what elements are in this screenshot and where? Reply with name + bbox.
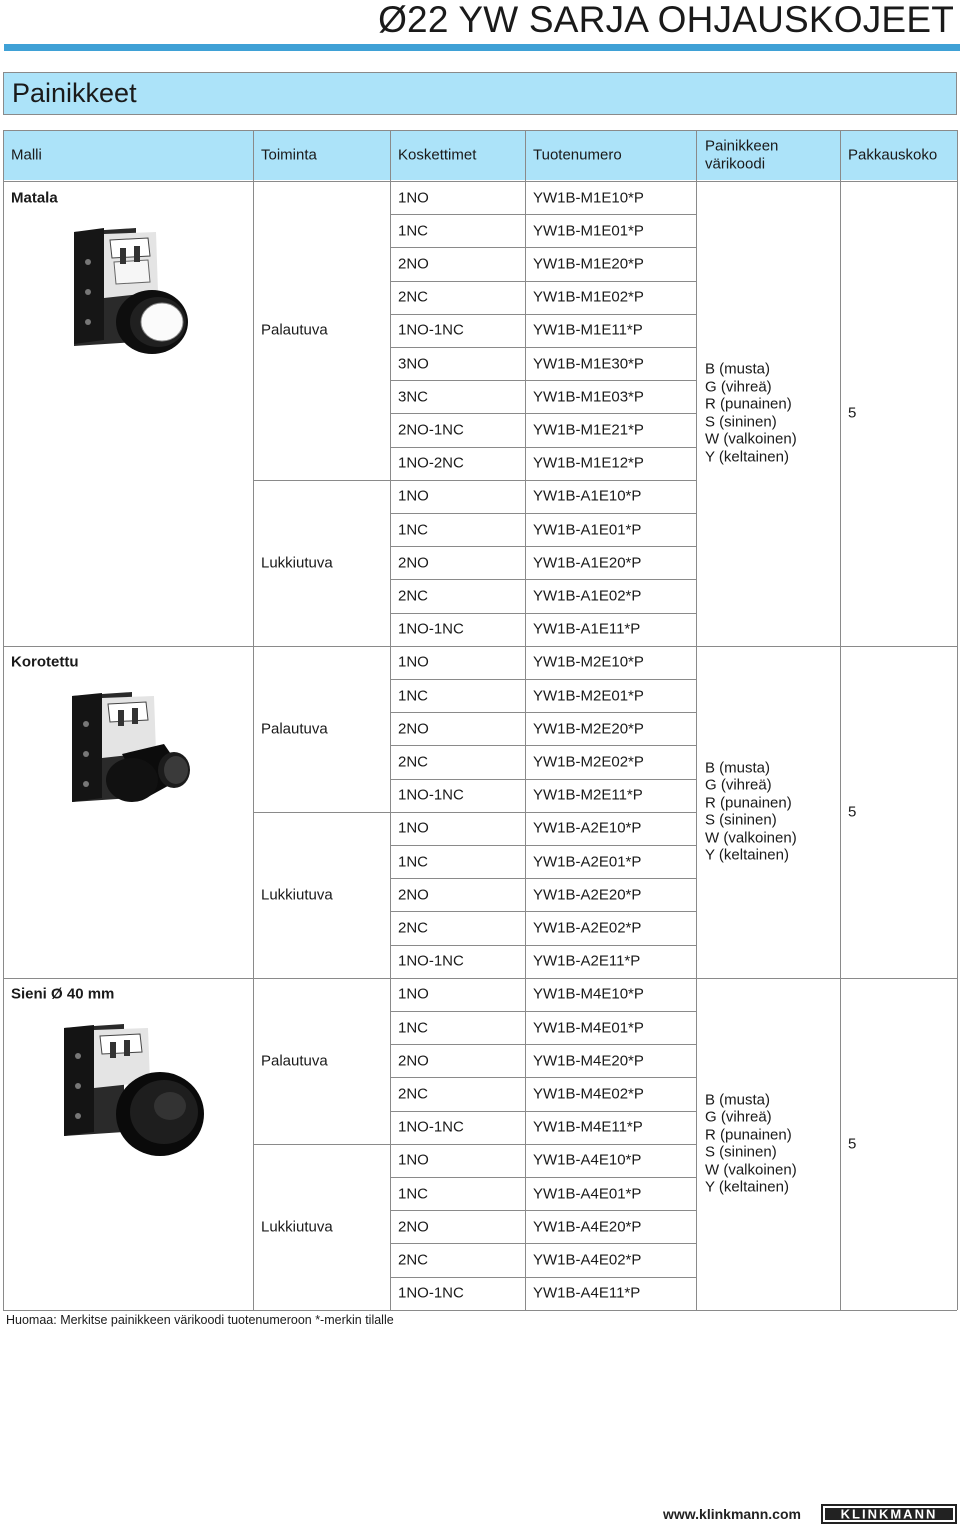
function-label: Lukkiutuva (261, 886, 333, 904)
contact-type: 1NO-1NC (398, 1284, 464, 1302)
grid-line (390, 779, 696, 780)
grid-line (390, 380, 696, 381)
grid-line (253, 1144, 696, 1145)
contact-type: 1NO-1NC (398, 1118, 464, 1136)
color-code: B (musta) (705, 759, 771, 777)
contact-type: 2NO (398, 554, 429, 572)
grid-line (253, 130, 254, 181)
contact-type: 1NO (398, 819, 429, 837)
contact-type: 1NO (398, 487, 429, 505)
contact-type: 2NO (398, 720, 429, 738)
contact-type: 1NO (398, 188, 429, 206)
color-code: S (sininen) (705, 413, 777, 431)
product-number: YW1B-M2E01*P (533, 686, 644, 704)
grid-line (696, 130, 697, 181)
grid-line (390, 1177, 696, 1178)
grid-line (3, 130, 4, 1310)
contact-type: 1NO-1NC (398, 321, 464, 339)
grid-line (390, 1077, 696, 1078)
product-number: YW1B-A4E02*P (533, 1251, 642, 1269)
grid-line (3, 130, 957, 131)
contact-type: 1NO-1NC (398, 620, 464, 638)
product-number: YW1B-M1E01*P (533, 222, 644, 240)
grid-line (696, 181, 697, 646)
contact-type: 2NC (398, 1251, 429, 1269)
contact-type: 2NC (398, 587, 429, 605)
page-title: Ø22 YW SARJA OHJAUSKOJEET (378, 0, 954, 40)
grid-line (390, 314, 696, 315)
header-function: Toiminta (261, 146, 317, 164)
product-number: YW1B-A4E01*P (533, 1184, 642, 1202)
grid-line (390, 712, 696, 713)
grid-line (253, 978, 696, 979)
color-code: G (vihreä) (705, 776, 772, 794)
color-code: R (punainen) (705, 794, 792, 812)
contact-type: 1NO-1NC (398, 952, 464, 970)
grid-line (957, 130, 958, 1310)
header-model: Malli (11, 146, 42, 164)
color-code: Y (keltainen) (705, 1178, 789, 1196)
grid-line (253, 646, 254, 812)
grid-line (253, 1144, 254, 1310)
button-image-flush (58, 222, 198, 372)
product-number: YW1B-M1E20*P (533, 255, 644, 273)
header-product: Tuotenumero (533, 146, 622, 164)
website-link[interactable]: www.klinkmann.com (663, 1506, 801, 1522)
product-number: YW1B-M1E11*P (533, 321, 643, 339)
color-code-list (705, 759, 797, 864)
grid-line (390, 878, 696, 879)
contact-type: 2NC (398, 753, 429, 771)
contact-type: 1NC (398, 1184, 429, 1202)
product-number: YW1B-M1E02*P (533, 288, 644, 306)
footnote: Huomaa: Merkitse painikkeen värikoodi tuotenumeroon *-merkin tilalle (6, 1313, 394, 1327)
grid-line (3, 646, 253, 647)
grid-line (253, 646, 696, 647)
svg-text:KLINKMANN: KLINKMANN (840, 1506, 938, 1522)
header-contacts: Koskettimet (398, 146, 477, 164)
product-number: YW1B-M1E03*P (533, 388, 644, 406)
product-number: YW1B-M4E10*P (533, 985, 644, 1003)
grid-line (3, 978, 253, 979)
product-number: YW1B-M2E20*P (533, 720, 644, 738)
button-image-extended (62, 688, 192, 818)
product-number: YW1B-A2E11*P (533, 952, 641, 970)
color-code: R (punainen) (705, 1126, 792, 1144)
product-number: YW1B-M1E12*P (533, 454, 644, 472)
contact-type: 2NC (398, 1085, 429, 1103)
product-number: YW1B-M2E02*P (533, 753, 644, 771)
model-label: Korotettu (11, 653, 79, 671)
product-number: YW1B-M4E01*P (533, 1018, 644, 1036)
product-number: YW1B-M2E10*P (533, 653, 644, 671)
color-code: Y (keltainen) (705, 846, 789, 864)
function-label: Lukkiutuva (261, 1218, 333, 1236)
product-number: YW1B-M4E02*P (533, 1085, 644, 1103)
product-number: YW1B-M4E11*P (533, 1118, 643, 1136)
grid-line (390, 1111, 696, 1112)
color-code: W (valkoinen) (705, 829, 797, 847)
product-number: YW1B-A4E10*P (533, 1151, 642, 1169)
contact-type: 1NO (398, 653, 429, 671)
product-number: YW1B-M1E21*P (533, 421, 644, 439)
product-number: YW1B-A2E02*P (533, 919, 642, 937)
grid-line (390, 513, 696, 514)
header-color: Painikkeen värikoodi (705, 137, 779, 172)
grid-line (840, 978, 841, 1310)
color-code: G (vihreä) (705, 378, 772, 396)
contact-type: 1NC (398, 520, 429, 538)
grid-line (696, 978, 697, 1310)
grid-line (390, 413, 696, 414)
klinkmann-logo (821, 1504, 957, 1524)
grid-line (253, 812, 254, 978)
contact-type: 2NC (398, 919, 429, 937)
grid-line (390, 1277, 696, 1278)
grid-line (390, 546, 696, 547)
contact-type: 3NO (398, 354, 429, 372)
grid-line (390, 579, 696, 580)
contact-type: 1NC (398, 852, 429, 870)
contact-type: 1NC (398, 686, 429, 704)
header-pack: Pakkauskoko (848, 146, 938, 164)
product-number: YW1B-A1E01*P (533, 520, 642, 538)
product-number: YW1B-A1E11*P (533, 620, 641, 638)
contact-type: 3NC (398, 388, 429, 406)
color-code: B (musta) (705, 1091, 771, 1109)
grid-line (3, 1310, 253, 1311)
contact-type: 1NO-2NC (398, 454, 464, 472)
color-code: R (punainen) (705, 395, 792, 413)
function-label: Palautuva (261, 720, 328, 738)
function-label: Palautuva (261, 321, 328, 339)
section-header (3, 72, 957, 115)
grid-line (390, 1044, 696, 1045)
product-number: YW1B-A1E10*P (533, 487, 642, 505)
section-title: Painikkeet (12, 78, 137, 108)
grid-line (525, 181, 526, 1310)
contact-type: 1NO (398, 985, 429, 1003)
grid-line (390, 247, 696, 248)
grid-line (390, 130, 391, 181)
grid-line (696, 978, 957, 979)
grid-line (253, 978, 254, 1144)
color-code: W (valkoinen) (705, 1161, 797, 1179)
grid-line (390, 945, 696, 946)
grid-line (253, 812, 696, 813)
grid-line (253, 1310, 696, 1311)
grid-line (390, 845, 696, 846)
product-number: YW1B-A1E20*P (533, 554, 642, 572)
product-number: YW1B-A4E20*P (533, 1218, 642, 1236)
grid-line (390, 613, 696, 614)
contact-type: 1NC (398, 222, 429, 240)
product-number: YW1B-M4E20*P (533, 1052, 644, 1070)
grid-line (390, 745, 696, 746)
color-code: S (sininen) (705, 811, 777, 829)
grid-line (390, 214, 696, 215)
product-number: YW1B-M1E10*P (533, 188, 644, 206)
contact-type: 2NO-1NC (398, 421, 464, 439)
product-number: YW1B-A2E10*P (533, 819, 642, 837)
color-code: B (musta) (705, 360, 771, 378)
product-number: YW1B-A2E20*P (533, 886, 642, 904)
color-code-list (705, 1091, 797, 1196)
color-code: S (sininen) (705, 1143, 777, 1161)
function-label: Lukkiutuva (261, 554, 333, 572)
color-code: W (valkoinen) (705, 430, 797, 448)
grid-line (253, 480, 254, 646)
grid-line (696, 646, 697, 978)
grid-line (840, 181, 841, 646)
contact-type: 2NO (398, 1218, 429, 1236)
grid-line (390, 281, 696, 282)
contact-type: 1NO (398, 1151, 429, 1169)
grid-line (840, 646, 841, 978)
product-number: YW1B-M2E11*P (533, 786, 643, 804)
contact-type: 2NO (398, 886, 429, 904)
grid-line (3, 181, 957, 182)
product-number: YW1B-A2E01*P (533, 852, 642, 870)
grid-line (253, 181, 254, 480)
title-rule (4, 44, 960, 51)
color-code: Y (keltainen) (705, 448, 789, 466)
color-code-list (705, 361, 797, 466)
model-label: Sieni Ø 40 mm (11, 985, 115, 1003)
grid-line (390, 1210, 696, 1211)
product-number: YW1B-A1E02*P (533, 587, 642, 605)
grid-line (390, 181, 391, 1310)
grid-line (390, 347, 696, 348)
function-label: Palautuva (261, 1052, 328, 1070)
grid-line (390, 679, 696, 680)
grid-line (390, 447, 696, 448)
pack-size: 5 (848, 404, 857, 422)
grid-line (696, 1310, 957, 1311)
contact-type: 2NO (398, 255, 429, 273)
grid-line (525, 130, 526, 181)
grid-line (390, 1011, 696, 1012)
button-image-mushroom (52, 1020, 212, 1160)
product-number: YW1B-A4E11*P (533, 1284, 641, 1302)
grid-line (390, 911, 696, 912)
grid-line (390, 1243, 696, 1244)
product-number: YW1B-M1E30*P (533, 354, 644, 372)
contact-type: 2NC (398, 288, 429, 306)
color-code: G (vihreä) (705, 1108, 772, 1126)
contact-type: 2NO (398, 1052, 429, 1070)
grid-line (253, 480, 696, 481)
grid-line (840, 130, 841, 181)
model-label: Matala (11, 188, 58, 206)
pack-size: 5 (848, 1135, 857, 1153)
contact-type: 1NC (398, 1018, 429, 1036)
grid-line (696, 646, 957, 647)
pack-size: 5 (848, 803, 857, 821)
contact-type: 1NO-1NC (398, 786, 464, 804)
